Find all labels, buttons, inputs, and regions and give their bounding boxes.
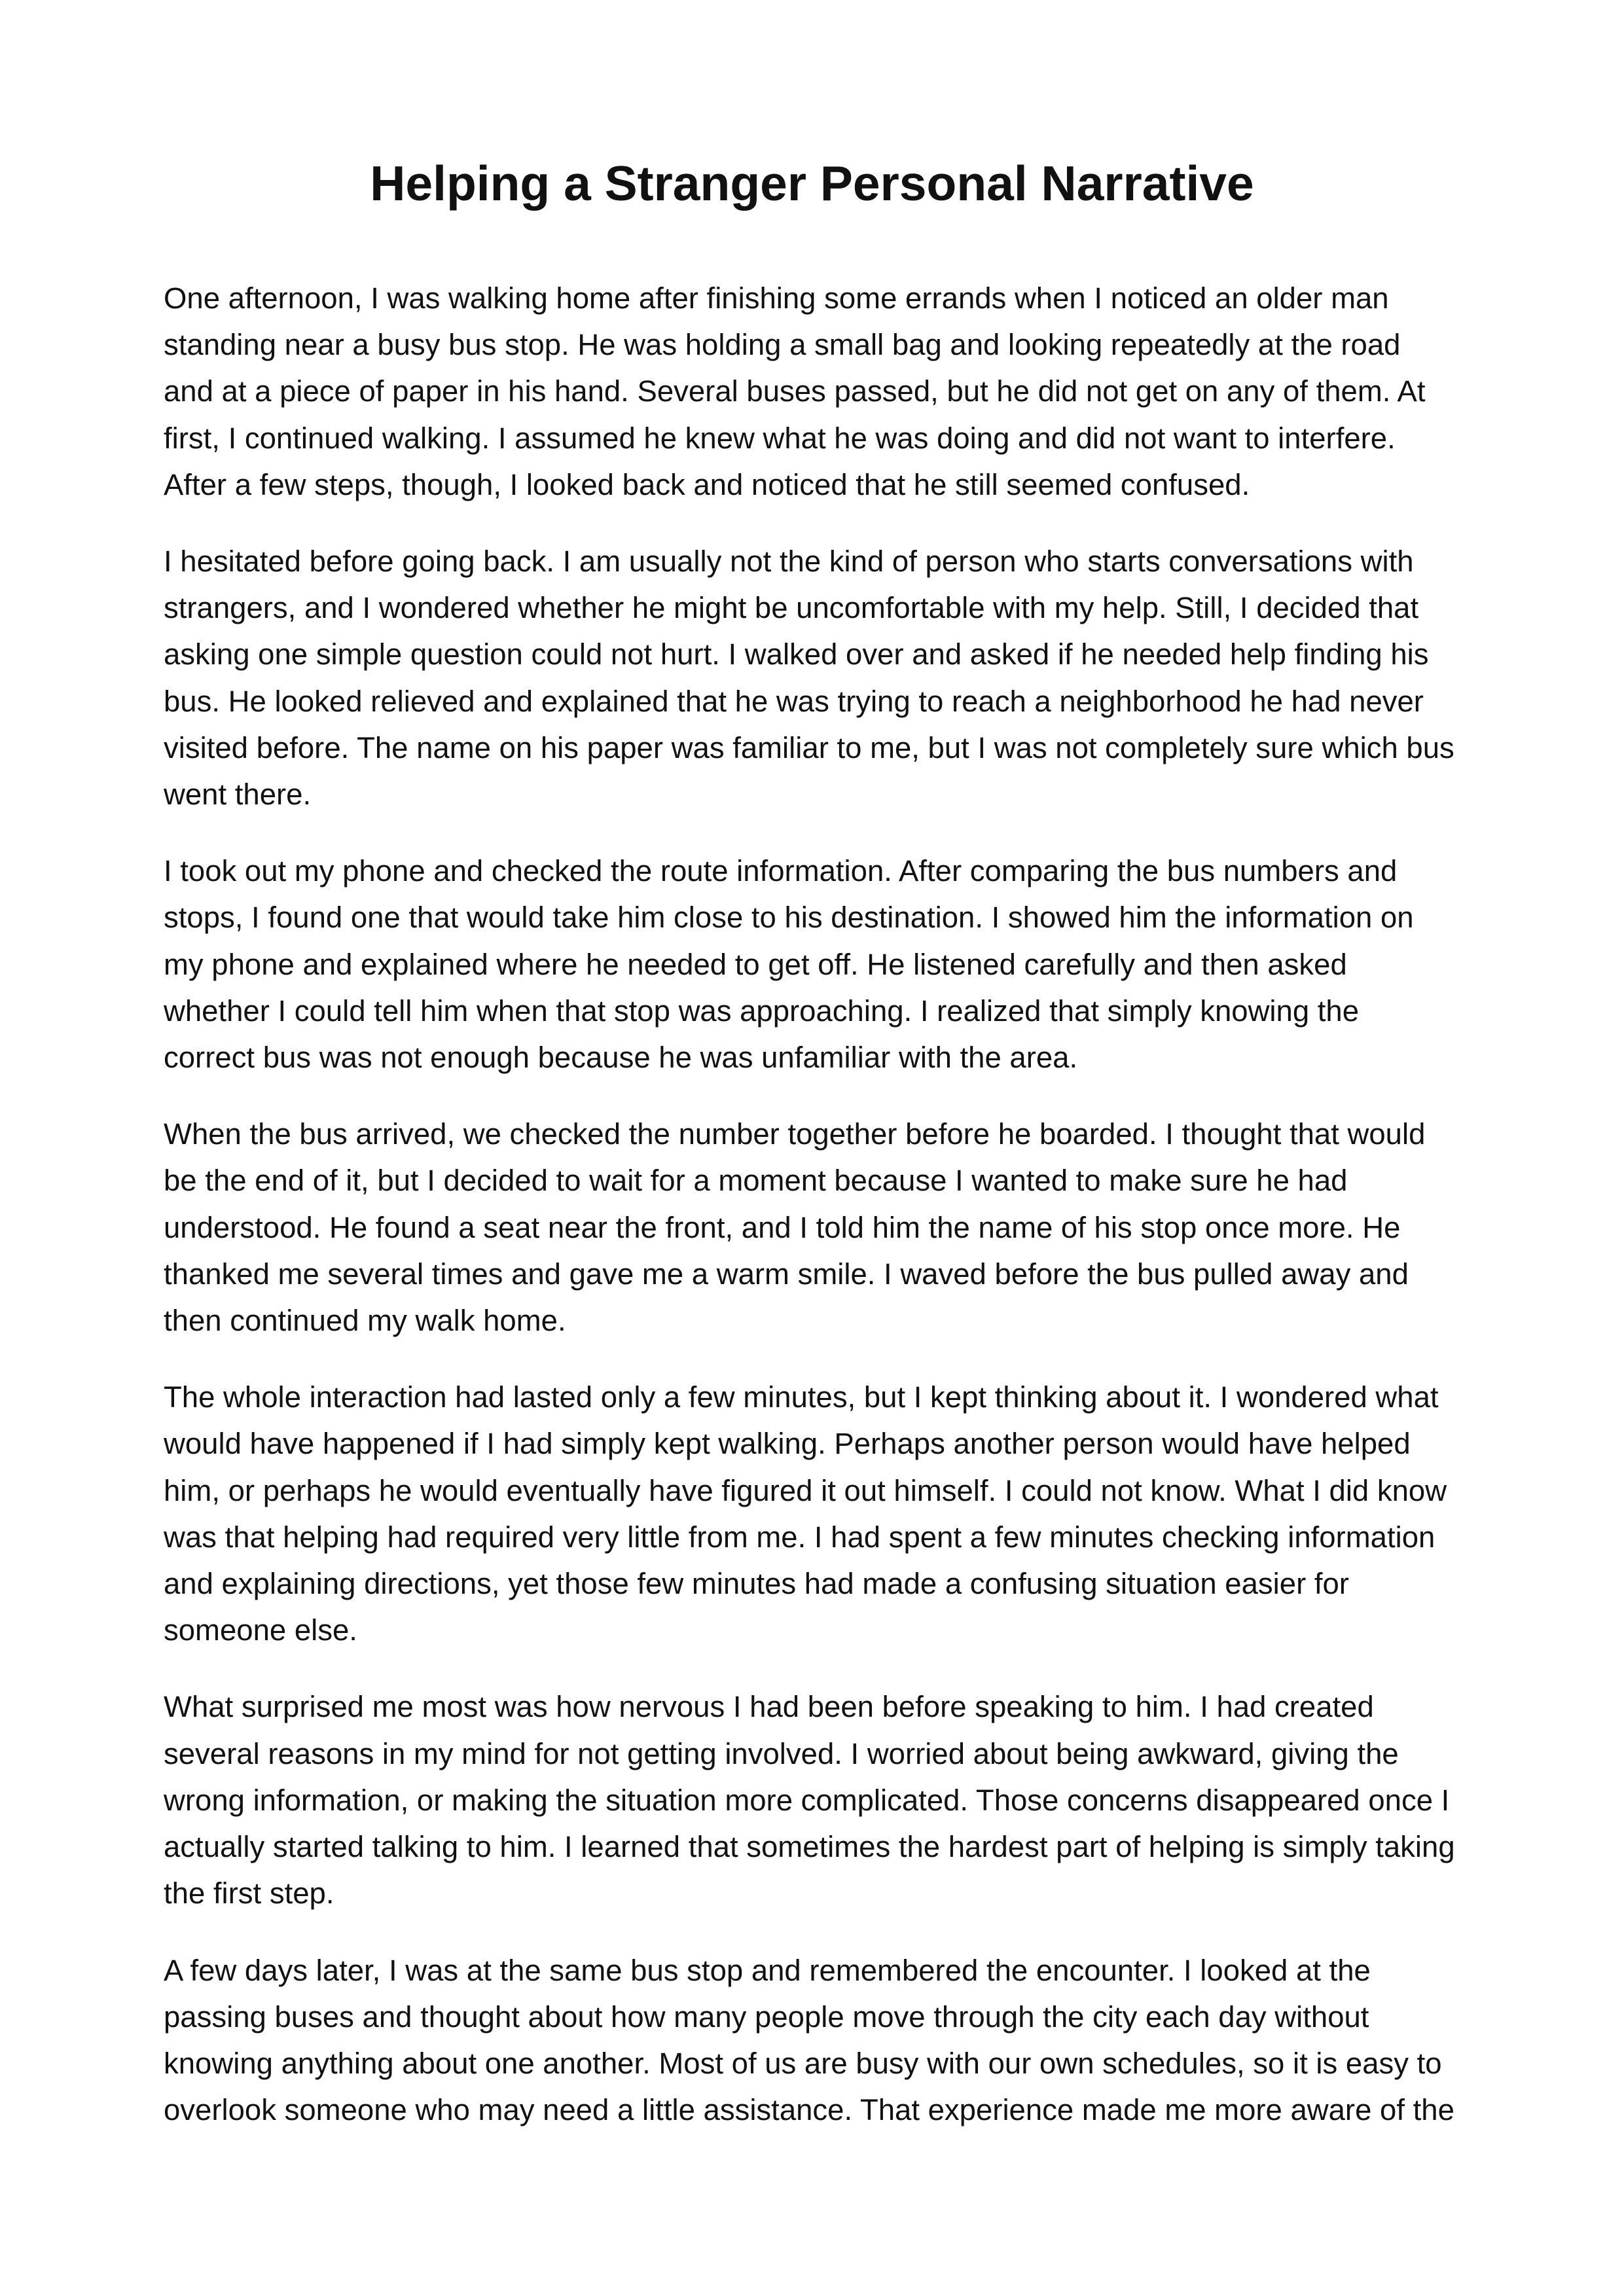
document-title: Helping a Stranger Personal Narrative <box>370 156 1254 211</box>
text-line: What surprised me most was how nervous I had been before speaking to him. I had created <box>164 1690 1374 1724</box>
text-line: knowing anything about one another. Most of us are busy with our own schedules, so it is easy to <box>164 2046 1442 2080</box>
document-body <box>164 275 1473 2163</box>
text-line: One afternoon, I was walking home after finishing some errands when I noticed an older man <box>164 281 1389 315</box>
paragraph-3 <box>164 848 1473 1081</box>
text-line: actually started talking to him. I learned that sometimes the hardest part of helping is simply taking <box>164 1830 1455 1864</box>
text-line: overlook someone who may need a little assistance. That experience made me more aware of the <box>164 2093 1454 2127</box>
paragraph-1 <box>164 275 1473 508</box>
text-line: was that helping had required very little from me. I had spent a few minutes checking information <box>164 1520 1435 1554</box>
text-line: strangers, and I wondered whether he might be uncomfortable with my help. Still, I decided that <box>164 591 1419 625</box>
text-line: visited before. The name on his paper was familiar to me, but I was not completely sure which bus <box>164 730 1454 764</box>
text-line: then continued my walk home. <box>164 1304 566 1338</box>
paragraph-4 <box>164 1111 1473 1344</box>
text-line: I took out my phone and checked the route information. After comparing the bus numbers and <box>164 854 1398 888</box>
paragraph-2 <box>164 538 1473 817</box>
text-line: the first step. <box>164 1876 334 1910</box>
text-line: When the bus arrived, we checked the number together before he boarded. I thought that would <box>164 1117 1426 1151</box>
text-line: asking one simple question could not hurt. I walked over and asked if he needed help finding his <box>164 637 1429 672</box>
text-line: someone else. <box>164 1613 357 1647</box>
text-line: and explaining directions, yet those few minutes had made a confusing situation easier for <box>164 1567 1349 1601</box>
paragraph-5 <box>164 1374 1473 1653</box>
text-line: him, or perhaps he would eventually have figured it out himself. I could not know. What I did know <box>164 1473 1447 1507</box>
text-line: After a few steps, though, I looked back and noticed that he still seemed confused. <box>164 467 1250 501</box>
text-line: bus. He looked relieved and explained that he was trying to reach a neighborhood he had never <box>164 684 1424 718</box>
text-line: A few days later, I was at the same bus stop and remembered the encounter. I looked at the <box>164 1953 1371 1987</box>
text-line: several reasons in my mind for not getting involved. I worried about being awkward, giving the <box>164 1736 1399 1770</box>
text-line: and at a piece of paper in his hand. Several buses passed, but he did not get on any of them. At <box>164 374 1426 408</box>
text-line: The whole interaction had lasted only a few minutes, but I kept thinking about it. I wondered what <box>164 1380 1439 1414</box>
text-line: first, I continued walking. I assumed he knew what he was doing and did not want to interfere. <box>164 421 1396 455</box>
text-line: would have happened if I had simply kept walking. Perhaps another person would have helped <box>164 1427 1411 1461</box>
text-line: thanked me several times and gave me a warm smile. I waved before the bus pulled away and <box>164 1257 1409 1291</box>
text-line: my phone and explained where he needed to get off. He listened carefully and then asked <box>164 947 1347 981</box>
text-line: understood. He found a seat near the front, and I told him the name of his stop once more. He <box>164 1210 1401 1244</box>
text-line: stops, I found one that would take him close to his destination. I showed him the information on <box>164 901 1414 935</box>
text-line: I hesitated before going back. I am usually not the kind of person who starts conversations with <box>164 545 1414 579</box>
text-line: standing near a busy bus stop. He was holding a small bag and looking repeatedly at the road <box>164 328 1401 362</box>
text-line: went there. <box>164 778 312 812</box>
paragraph-7 <box>164 1947 1473 2134</box>
text-line: correct bus was not enough because he was unfamiliar with the area. <box>164 1041 1078 1075</box>
paragraph-6 <box>164 1683 1473 1916</box>
text-line: be the end of it, but I decided to wait for a moment because I wanted to make sure he had <box>164 1164 1348 1198</box>
text-line: whether I could tell him when that stop was approaching. I realized that simply knowing the <box>164 994 1360 1028</box>
text-line: passing buses and thought about how many people move through the city each day without <box>164 2000 1369 2034</box>
text-line: wrong information, or making the situation more complicated. Those concerns disappeared once I <box>164 1783 1450 1817</box>
